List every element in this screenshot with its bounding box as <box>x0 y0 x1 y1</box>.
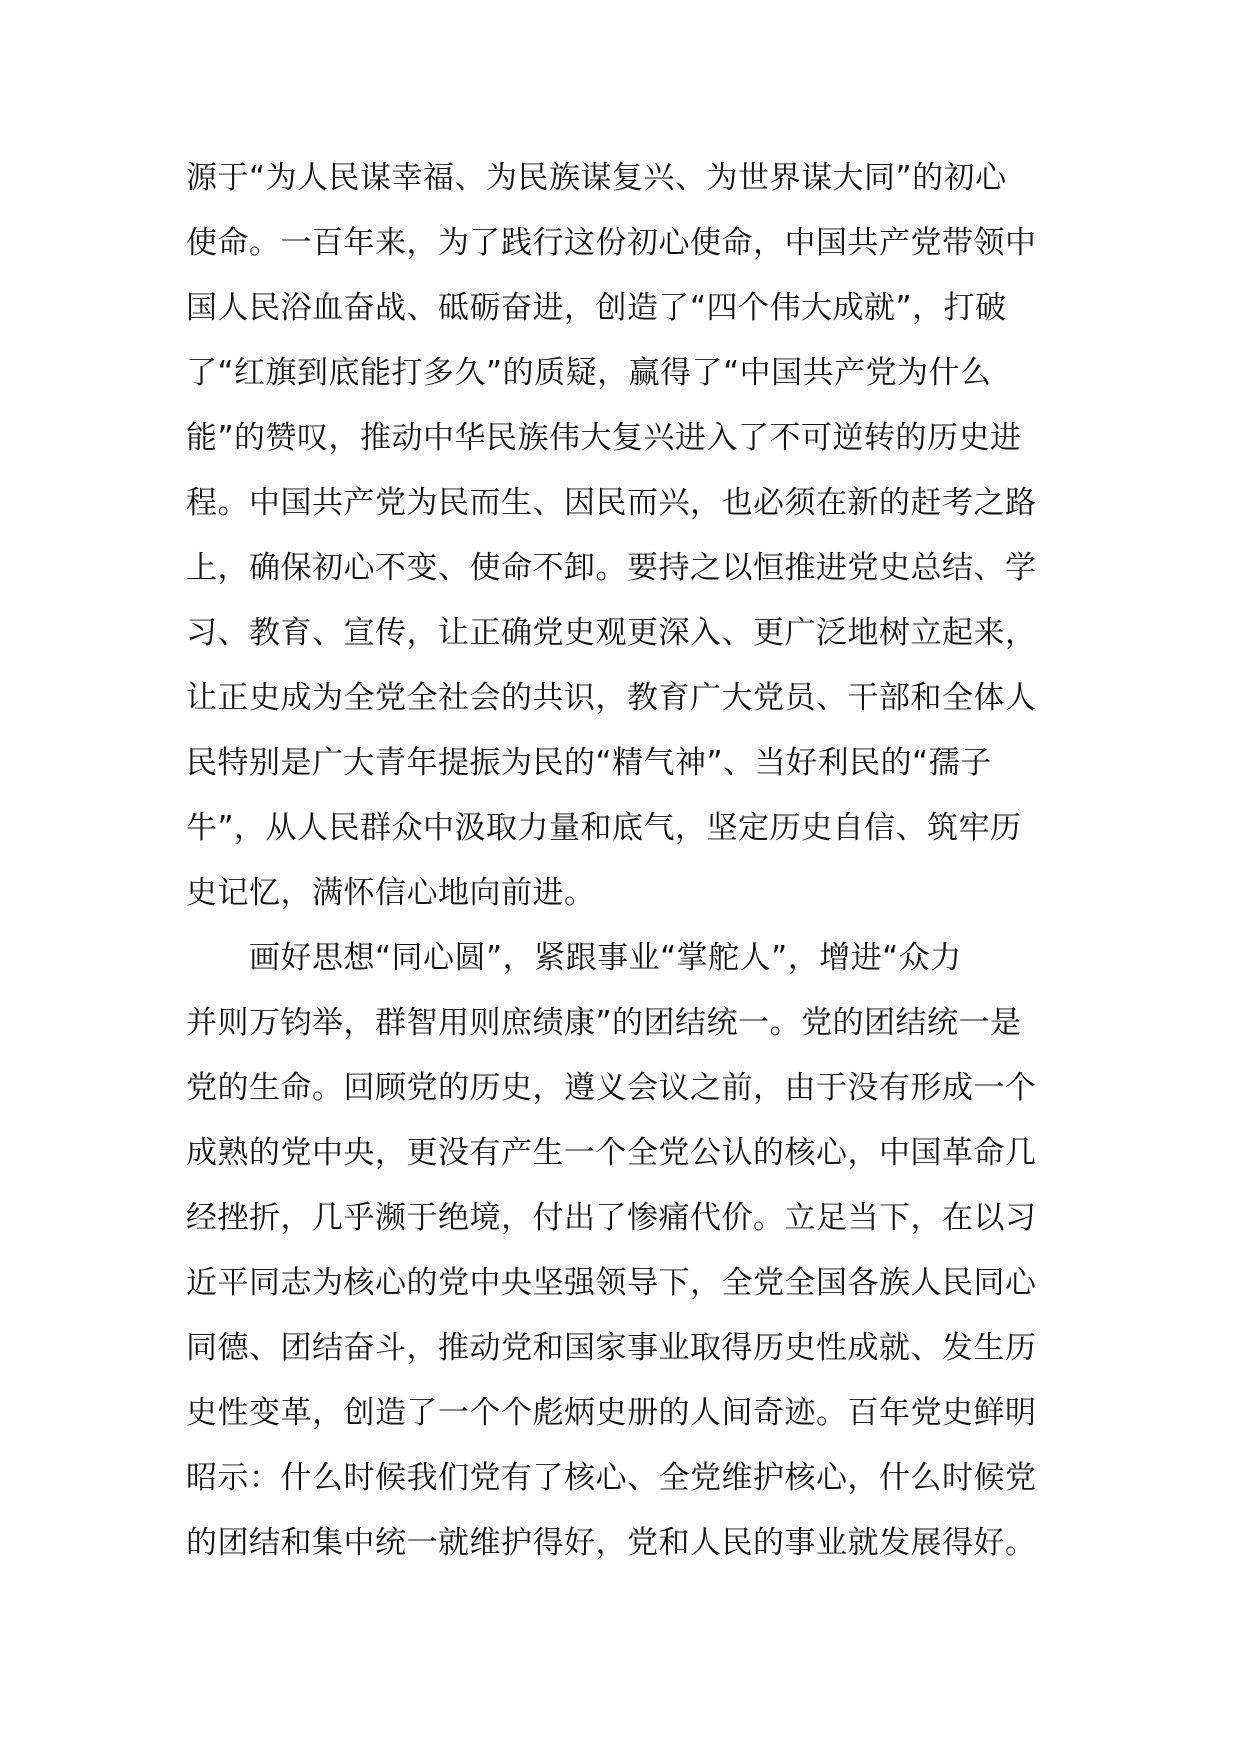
text-line: 国人民浴血奋战、砥砺奋进，创造了“四个伟大成就”，打破 <box>186 290 1007 326</box>
text-line: 并则万钧举，群智用则庶绩康”的团结统一。党的团结统一是 <box>186 1005 1022 1041</box>
text-line: 能”的赞叹，推动中华民族伟大复兴进入了不可逆转的历史进 <box>186 420 1022 456</box>
text-line: 了“红旗到底能打多久”的质疑，赢得了“中国共产党为什么 <box>186 355 992 391</box>
text-line: 史性变革，创造了一个个彪炳史册的人间奇迹。百年党史鲜明 <box>186 1395 1037 1431</box>
text-line: 党的生命。回顾党的历史，遵义会议之前，由于没有形成一个 <box>186 1070 1037 1106</box>
text-line: 牛”，从人民群众中汲取力量和底气，坚定历史自信、筑牢历 <box>186 810 1022 846</box>
text-line: 民特别是广大青年提振为民的“精气神”、当好利民的“孺子 <box>186 745 992 781</box>
text-line: 让正史成为全党全社会的共识，教育广大党员、干部和全体人 <box>186 680 1037 716</box>
text-line: 昭示：什么时候我们党有了核心、全党维护核心，什么时候党 <box>186 1460 1037 1496</box>
text-line: 习、教育、宣传，让正确党史观更深入、更广泛地树立起来， <box>186 615 1037 651</box>
text-line: 史记忆，满怀信心地向前进。 <box>186 875 596 911</box>
text-line: 上，确保初心不变、使命不卸。要持之以恒推进党史总结、学 <box>186 550 1037 586</box>
text-line: 经挫折，几乎濒于绝境，付出了惨痛代价。立足当下，在以习 <box>186 1200 1037 1236</box>
text-line: 的团结和集中统一就维护得好，党和人民的事业就发展得好。 <box>186 1525 1037 1561</box>
text-line: 同德、团结奋斗，推动党和国家事业取得历史性成就、发生历 <box>186 1330 1037 1366</box>
text-line: 程。中国共产党为民而生、因民而兴，也必须在新的赶考之路 <box>186 485 1037 521</box>
text-line: 画好思想“同心圆”，紧跟事业“掌舵人”，增进“众力 <box>249 940 962 976</box>
text-line: 成熟的党中央，更没有产生一个全党公认的核心，中国革命几 <box>186 1135 1037 1171</box>
text-line: 源于“为人民谋幸福、为民族谋复兴、为世界谋大同”的初心 <box>186 160 1007 196</box>
text-line: 使命。一百年来，为了践行这份初心使命，中国共产党带领中 <box>186 225 1037 261</box>
text-line: 近平同志为核心的党中央坚强领导下，全党全国各族人民同心 <box>186 1265 1037 1301</box>
